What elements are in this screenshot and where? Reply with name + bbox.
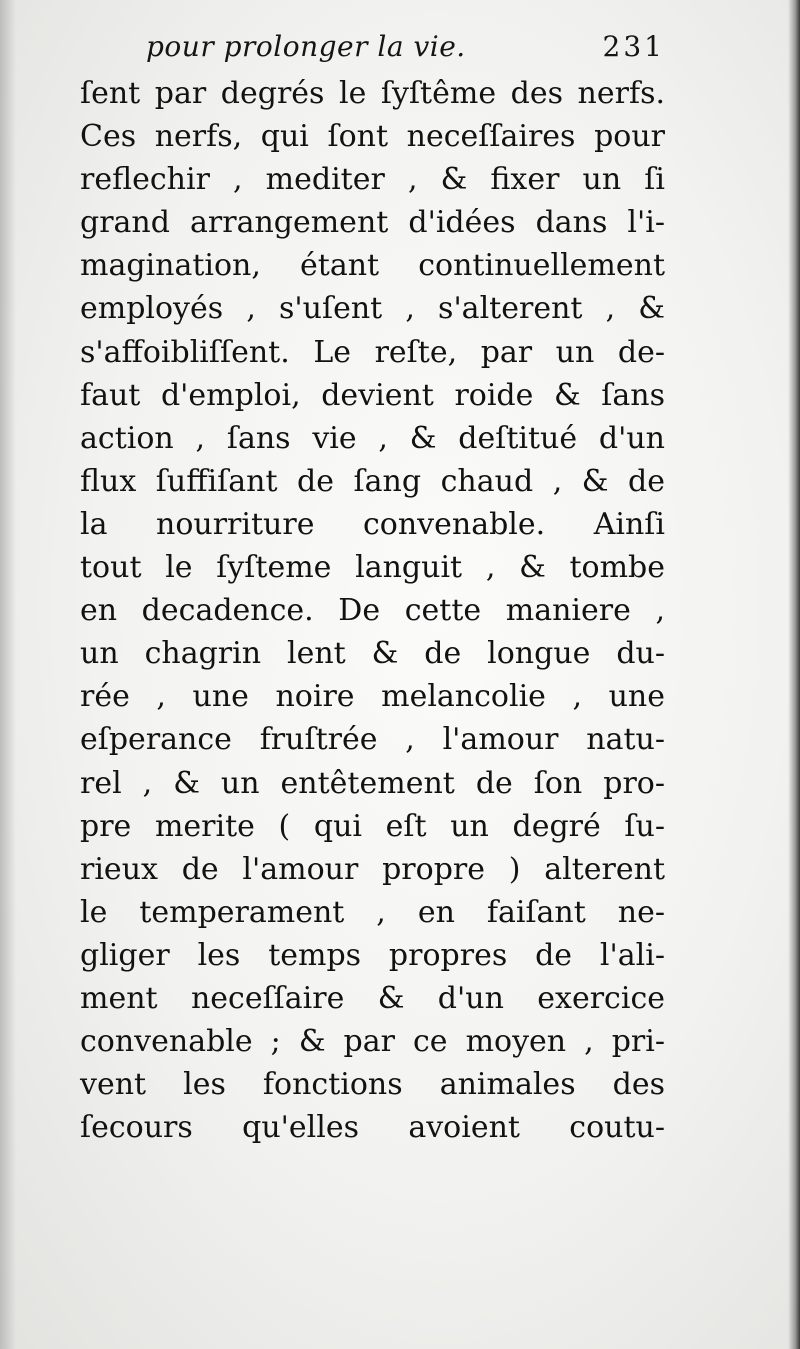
text-line: employés , s'uſent , s'alterent , & <box>80 291 665 327</box>
text-line: action , ſans vie , & deſtitué d'un <box>80 420 665 456</box>
page-gutter-shadow <box>0 0 16 1349</box>
text-line: eſperance fruſtrée , l'amour natu- <box>80 722 665 758</box>
text-line: Ces nerfs, qui ſont neceſſaires pour <box>80 119 665 155</box>
text-line: gliger les temps propres de l'ali- <box>80 937 665 973</box>
text-line: pre merite ( qui eſt un degré ſu- <box>80 808 665 844</box>
page-edge-shadow <box>788 0 800 1349</box>
text-line: flux ſuffiſant de ſang chaud , & de <box>80 463 665 499</box>
text-line: ſent par degrés le ſyſtême des nerfs. <box>80 76 665 111</box>
text-line: la nourriture convenable. Ainſi <box>80 506 665 542</box>
text-line: rieux de l'amour propre ) alterent <box>80 851 665 887</box>
text-line: le temperament , en faiſant ne- <box>80 894 665 930</box>
text-line: rée , une noire melancolie , une <box>80 679 665 715</box>
page-header <box>80 30 665 70</box>
text-line: ment neceſſaire & d'un exercice <box>80 980 665 1016</box>
text-line: magination, étant continuellement <box>80 248 665 284</box>
text-line: faut d'emploi, devient roide & ſans <box>80 377 665 413</box>
text-line: vent les fonctions animales des <box>80 1067 665 1103</box>
text-line: convenable ; & par ce moyen , pri- <box>80 1024 665 1060</box>
running-head: pour prolonger la vie. <box>146 30 466 63</box>
body-text <box>80 72 665 1149</box>
text-line: s'affoibliſſent. Le reſte, par un de- <box>80 334 665 370</box>
text-line: un chagrin lent & de longue du- <box>80 636 665 672</box>
text-line: grand arrangement d'idées dans l'i- <box>80 205 665 241</box>
text-line: en decadence. De cette maniere , <box>80 593 665 629</box>
text-line: ſecours qu'elles avoient coutu- <box>80 1110 665 1146</box>
text-line: tout le ſyſteme languit , & tombe <box>80 550 665 586</box>
text-line: reflechir , mediter , & fixer un ſi <box>80 162 665 198</box>
text-line: rel , & un entêtement de ſon pro- <box>80 765 665 801</box>
page-number: 231 <box>602 30 665 63</box>
